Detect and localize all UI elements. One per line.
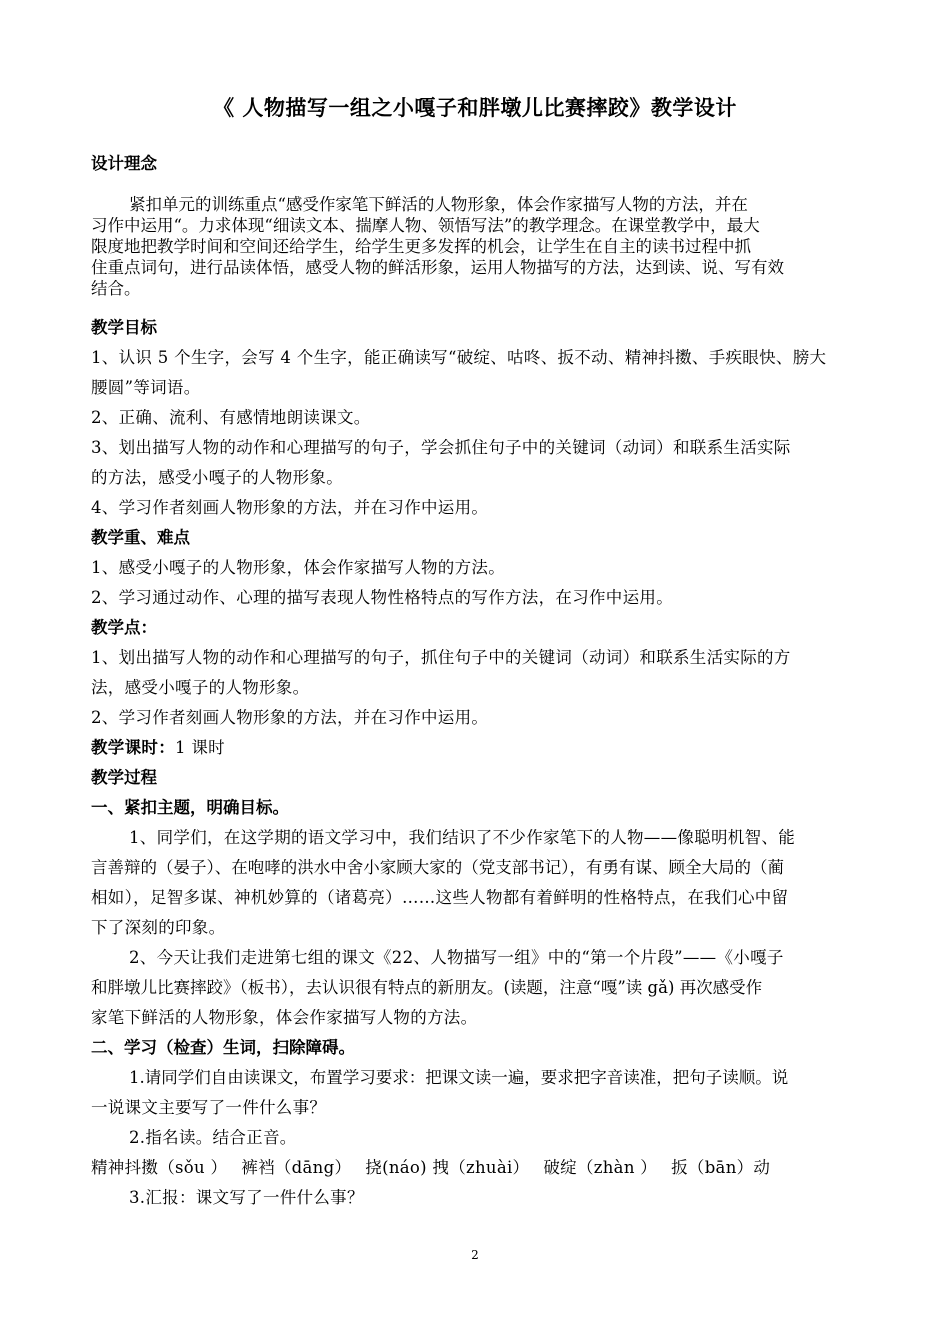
key-point-line: 1、感受小嘎子的人物形象，体会作家描写人物的方法。 xyxy=(91,558,505,577)
objective-line: 2、正确、流利、有感情地朗读课文。 xyxy=(91,408,371,427)
section1-line: 家笔下鲜活的人物形象，体会作家描写人物的方法。 xyxy=(91,1008,478,1027)
section2-line: 一说课文主要写了一件什么事？ xyxy=(91,1098,327,1117)
vocab-item: 破绽（zhàn ） xyxy=(543,1158,658,1177)
vocab-item: 裤裆（dāng） xyxy=(241,1158,352,1177)
section1-line: 下了深刻的印象。 xyxy=(91,918,226,937)
vocab-item: 扳（bān）动 xyxy=(671,1158,771,1177)
vocab-line xyxy=(91,1154,861,1178)
class-hours-label: 教学课时： xyxy=(91,738,175,757)
section1-heading: 一、紧扣主题，明确目标。 xyxy=(91,798,289,817)
teaching-point-line: 1、划出描写人物的动作和心理描写的句子，抓住句子中的关键词（动词）和联系生活实际的方 xyxy=(91,648,791,667)
key-point-line: 2、学习通过动作、心理的描写表现人物性格特点的写作方法，在习作中运用。 xyxy=(91,588,673,607)
section2-line: 3.汇报：课文写了一件什么事？ xyxy=(129,1188,364,1207)
objective-line: 4、学习作者刻画人物形象的方法，并在习作中运用。 xyxy=(91,498,489,517)
class-hours-value: 1 课时 xyxy=(175,738,225,757)
section1-line: 1、同学们，在这学期的语文学习中，我们结识了不少作家笔下的人物——像聪明机智、能 xyxy=(129,828,795,847)
section2-line: 2.指名读。结合正音。 xyxy=(129,1128,297,1147)
document-title: 《 人物描写一组之小嘎子和胖墩儿比赛摔跤》教学设计 xyxy=(213,96,737,120)
objective-line: 1、认识 5 个生字，会写 4 个生字，能正确读写“破绽、咕咚、扳不动、精神抖擞、手疾眼快、膀大 xyxy=(91,348,827,367)
objective-line: 腰圆”等词语。 xyxy=(91,378,201,397)
paragraph-line: 住重点词句，进行品读体悟，感受人物的鲜活形象，运用人物描写的方法，达到读、说、写有效 xyxy=(91,258,784,277)
section2-heading: 二、学习（检查）生词，扫除障碍。 xyxy=(91,1038,355,1057)
objectives-heading: 教学目标 xyxy=(91,318,157,337)
paragraph-line: 习作中运用“。力求体现“细读文本、揣摩人物、领悟写法”的教学理念。在课堂教学中，最大 xyxy=(91,216,760,235)
objective-line: 3、划出描写人物的动作和心理描写的句子，学会抓住句子中的关键词（动词）和联系生活实际 xyxy=(91,438,791,457)
vocab-item: 精神抖擞（sǒu ） xyxy=(91,1158,228,1177)
section1-line: 言善辩的（晏子）、在咆哮的洪水中舍小家顾大家的（党支部书记），有勇有谋、顾全大局的（蔺 xyxy=(91,858,784,877)
key-points-heading: 教学重、难点 xyxy=(91,528,190,547)
design-concept-heading: 设计理念 xyxy=(91,154,157,173)
teaching-point-line: 法，感受小嘎子的人物形象。 xyxy=(91,678,310,697)
paragraph-line: 结合。 xyxy=(91,279,141,298)
process-heading: 教学过程 xyxy=(91,768,157,787)
teaching-points-heading: 教学点： xyxy=(91,618,157,637)
objective-line: 的方法，感受小嘎子的人物形象。 xyxy=(91,468,343,487)
section2-line: 1.请同学们自由读课文，布置学习要求：把课文读一遍，要求把字音读准，把句子读顺。说 xyxy=(129,1068,789,1087)
teaching-point-line: 2、学习作者刻画人物形象的方法，并在习作中运用。 xyxy=(91,708,489,727)
class-hours xyxy=(91,734,861,758)
section1-line: 2、今天让我们走进第七组的课文《22、人物描写一组》中的“第一个片段”——《小嘎子 xyxy=(129,948,784,967)
page-number: 2 xyxy=(471,1248,479,1262)
section1-line: 相如），足智多谋、神机妙算的（诸葛亮）……这些人物都有着鲜明的性格特点，在我们心中留 xyxy=(91,888,789,907)
vocab-item: 挠(náo) 拽（zhuài） xyxy=(365,1158,530,1177)
section1-line: 和胖墩儿比赛摔跤》（板书），去认识很有特点的新朋友。(读题，注意“嘎”读 gǎ) 再次感受作 xyxy=(91,978,763,997)
paragraph-line: 限度地把教学时间和空间还给学生，给学生更多发挥的机会，让学生在自主的读书过程中抓 xyxy=(91,237,751,256)
paragraph-line: 紧扣单元的训练重点“感受作家笔下鲜活的人物形象，体会作家描写人物的方法，并在 xyxy=(129,195,748,214)
